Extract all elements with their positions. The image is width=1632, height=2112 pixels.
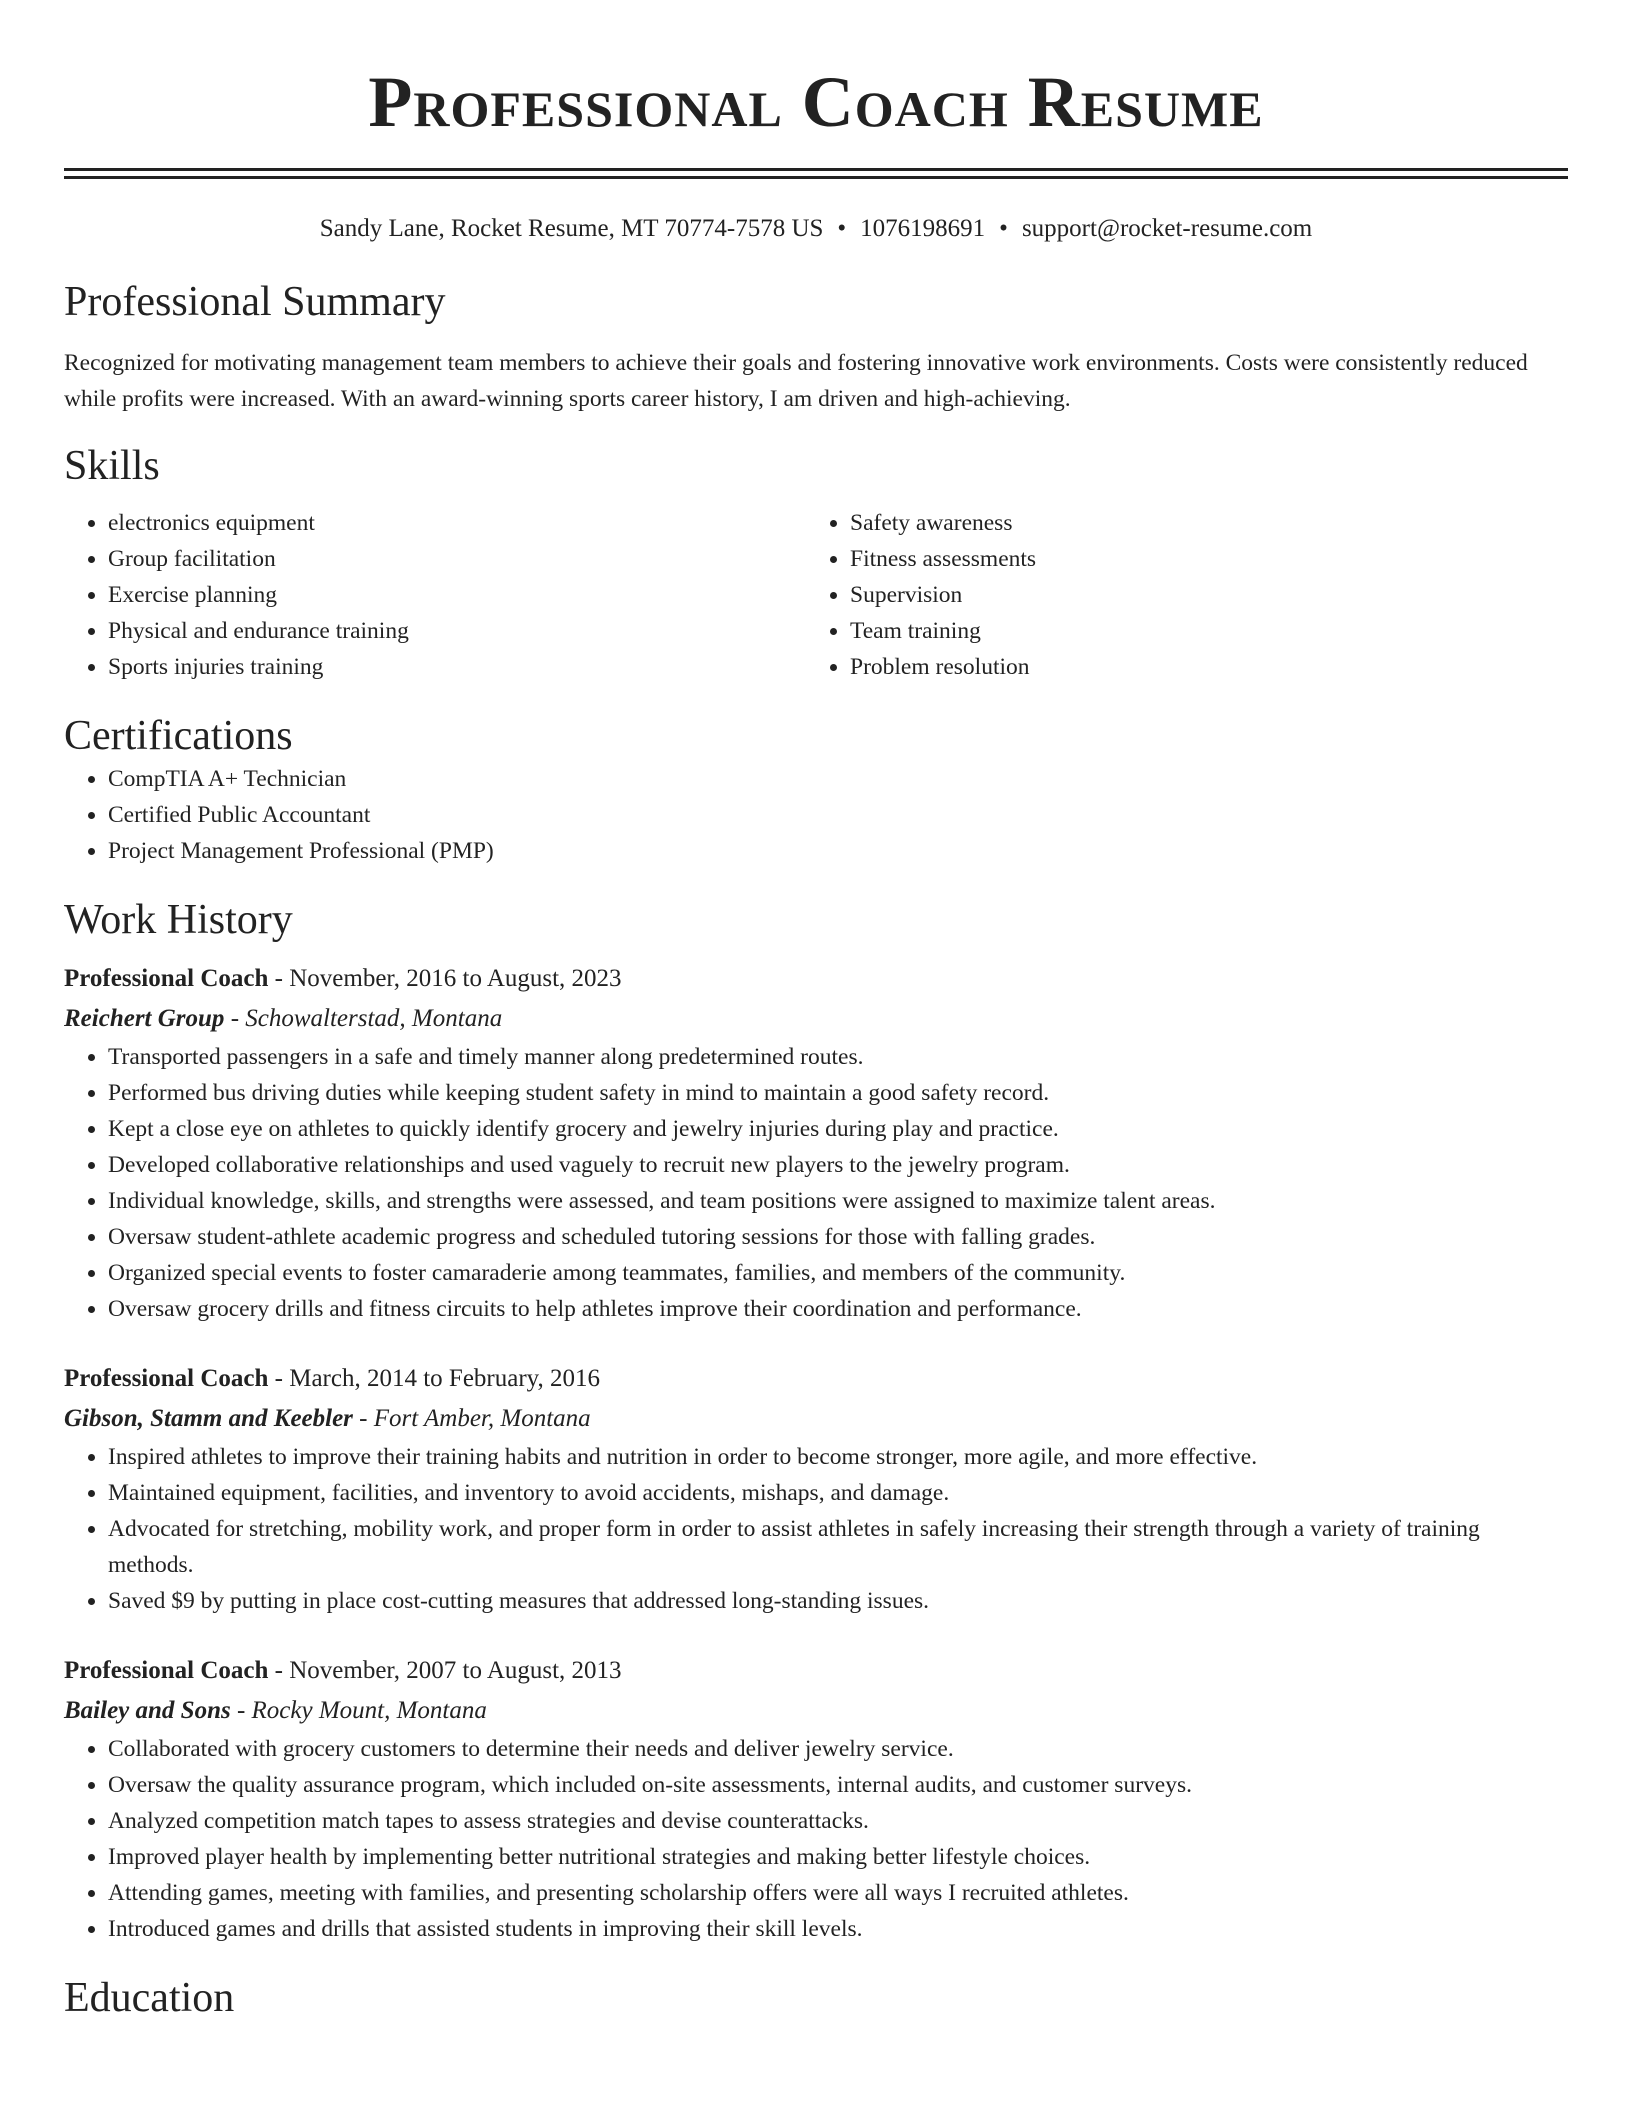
contact-separator: • [999,215,1008,242]
job-entry [64,1359,1568,1619]
job-duty: • Oversaw grocery drills and fitness circuits to help athletes improve their coordination and performance. [108,1291,1568,1327]
document-title: Professional Coach Resume [368,62,1264,142]
job-duty: • Inspired athletes to improve their training habits and nutrition in order to become stronger, more agile, and more effective. [108,1439,1568,1475]
certifications-heading: Certifications [64,713,293,759]
job-duty: • Oversaw student-athlete academic progress and scheduled tutoring sessions for those with falling grades. [108,1219,1568,1255]
skill-item: • electronics equipment [108,505,806,541]
skills-list-right [806,505,1548,685]
job-duty: • Organized special events to foster camaraderie among teammates, families, and members of the community. [108,1255,1568,1291]
contact-phone: 1076198691 [860,215,986,242]
job-duty: • Analyzed competition match tapes to assess strategies and devise counterattacks. [108,1803,1568,1839]
skills-heading: Skills [64,443,160,489]
job-duty: • Advocated for stretching, mobility work, and proper form in order to assist athletes in safely increasing their strength through a variety of training methods. [108,1511,1568,1583]
job-duty: • Developed collaborative relationships and used vaguely to recruit new players to the jewelry program. [108,1147,1568,1183]
job-duties-list [64,1731,1568,1947]
job-dates: - November, 2016 to August, 2023 [268,965,622,992]
skill-item: • Sports injuries training [108,649,806,685]
certification-item: • CompTIA A+ Technician [108,761,1568,797]
certification-item: • Certified Public Accountant [108,797,1568,833]
job-duty: • Kept a close eye on athletes to quickly identify grocery and jewelry injuries during play and practice. [108,1111,1568,1147]
job-role: Professional Coach [64,1365,269,1392]
job-duty: • Performed bus driving duties while keeping student safety in mind to maintain a good safety record. [108,1075,1568,1111]
job-duty: • Oversaw the quality assurance program, which included on-site assessments, internal audits, and customer surveys. [108,1767,1568,1803]
job-duty: • Individual knowledge, skills, and strengths were assessed, and team positions were assigned to maximize talent areas. [108,1183,1568,1219]
education-heading: Education [64,1975,235,2021]
skill-item: • Exercise planning [108,577,806,613]
skill-item: • Safety awareness [850,505,1548,541]
summary-text: Recognized for motivating management team members to achieve their goals and fostering innovative work environments. Costs were consistently reduced while profits were increased. With an award-winning sports career history, I am driven and high-achieving. [64,350,1528,412]
job-dates: - March, 2014 to February, 2016 [268,1365,601,1392]
resume-page [64,0,1568,2023]
job-entry [64,1651,1568,1947]
skill-item: • Team training [850,613,1548,649]
job-duty: • Saved $9 by putting in place cost-cutting measures that addressed long-standing issues. [108,1583,1568,1619]
job-title-line [64,1359,1568,1399]
job-role: Professional Coach [64,1657,269,1684]
job-location: - Fort Amber, Montana [352,1405,591,1432]
job-duty: • Introduced games and drills that assisted students in improving their skill levels. [108,1911,1568,1947]
skills-column-left [64,505,806,685]
job-duty: • Attending games, meeting with families, and presenting scholarship offers were all ways I recruited athletes. [108,1875,1568,1911]
contact-address: Sandy Lane, Rocket Resume, MT 70774-7578 US [319,215,824,242]
skills-column-right [806,505,1548,685]
job-title-line [64,959,1568,999]
job-company-line [64,1399,1568,1439]
job-location: - Rocky Mount, Montana [230,1697,487,1724]
job-company: Reichert Group [64,1005,225,1032]
title-double-rule [64,168,1568,179]
job-company: Bailey and Sons [64,1697,231,1724]
job-company-line [64,1691,1568,1731]
job-entry [64,959,1568,1327]
work-history-heading: Work History [64,897,293,943]
certification-item: • Project Management Professional (PMP) [108,833,1568,869]
certifications-list [64,761,1568,869]
job-dates: - November, 2007 to August, 2013 [268,1657,622,1684]
contact-separator: • [837,215,847,242]
skills-grid [64,505,1568,685]
skill-item: • Physical and endurance training [108,613,806,649]
skills-list-left [64,505,806,685]
job-company-line [64,999,1568,1039]
job-duties-list [64,1039,1568,1327]
skill-item: • Group facilitation [108,541,806,577]
job-title-line [64,1651,1568,1691]
job-role: Professional Coach [64,965,269,992]
job-duties-list [64,1439,1568,1619]
job-duty: • Transported passengers in a safe and timely manner along predetermined routes. [108,1039,1568,1075]
contact-email: support@rocket-resume.com [1021,215,1313,242]
skill-item: • Supervision [850,577,1548,613]
job-company: Gibson, Stamm and Keebler [64,1405,353,1432]
job-duty: • Collaborated with grocery customers to determine their needs and deliver jewelry service. [108,1731,1568,1767]
job-duty: • Improved player health by implementing better nutritional strategies and making better lifestyle choices. [108,1839,1568,1875]
summary-heading: Professional Summary [64,279,446,325]
job-duty: • Maintained equipment, facilities, and inventory to avoid accidents, mishaps, and damage. [108,1475,1568,1511]
contact-line [64,213,1568,245]
job-location: - Schowalterstad, Montana [224,1005,503,1032]
skill-item: • Fitness assessments [850,541,1548,577]
skill-item: • Problem resolution [850,649,1548,685]
